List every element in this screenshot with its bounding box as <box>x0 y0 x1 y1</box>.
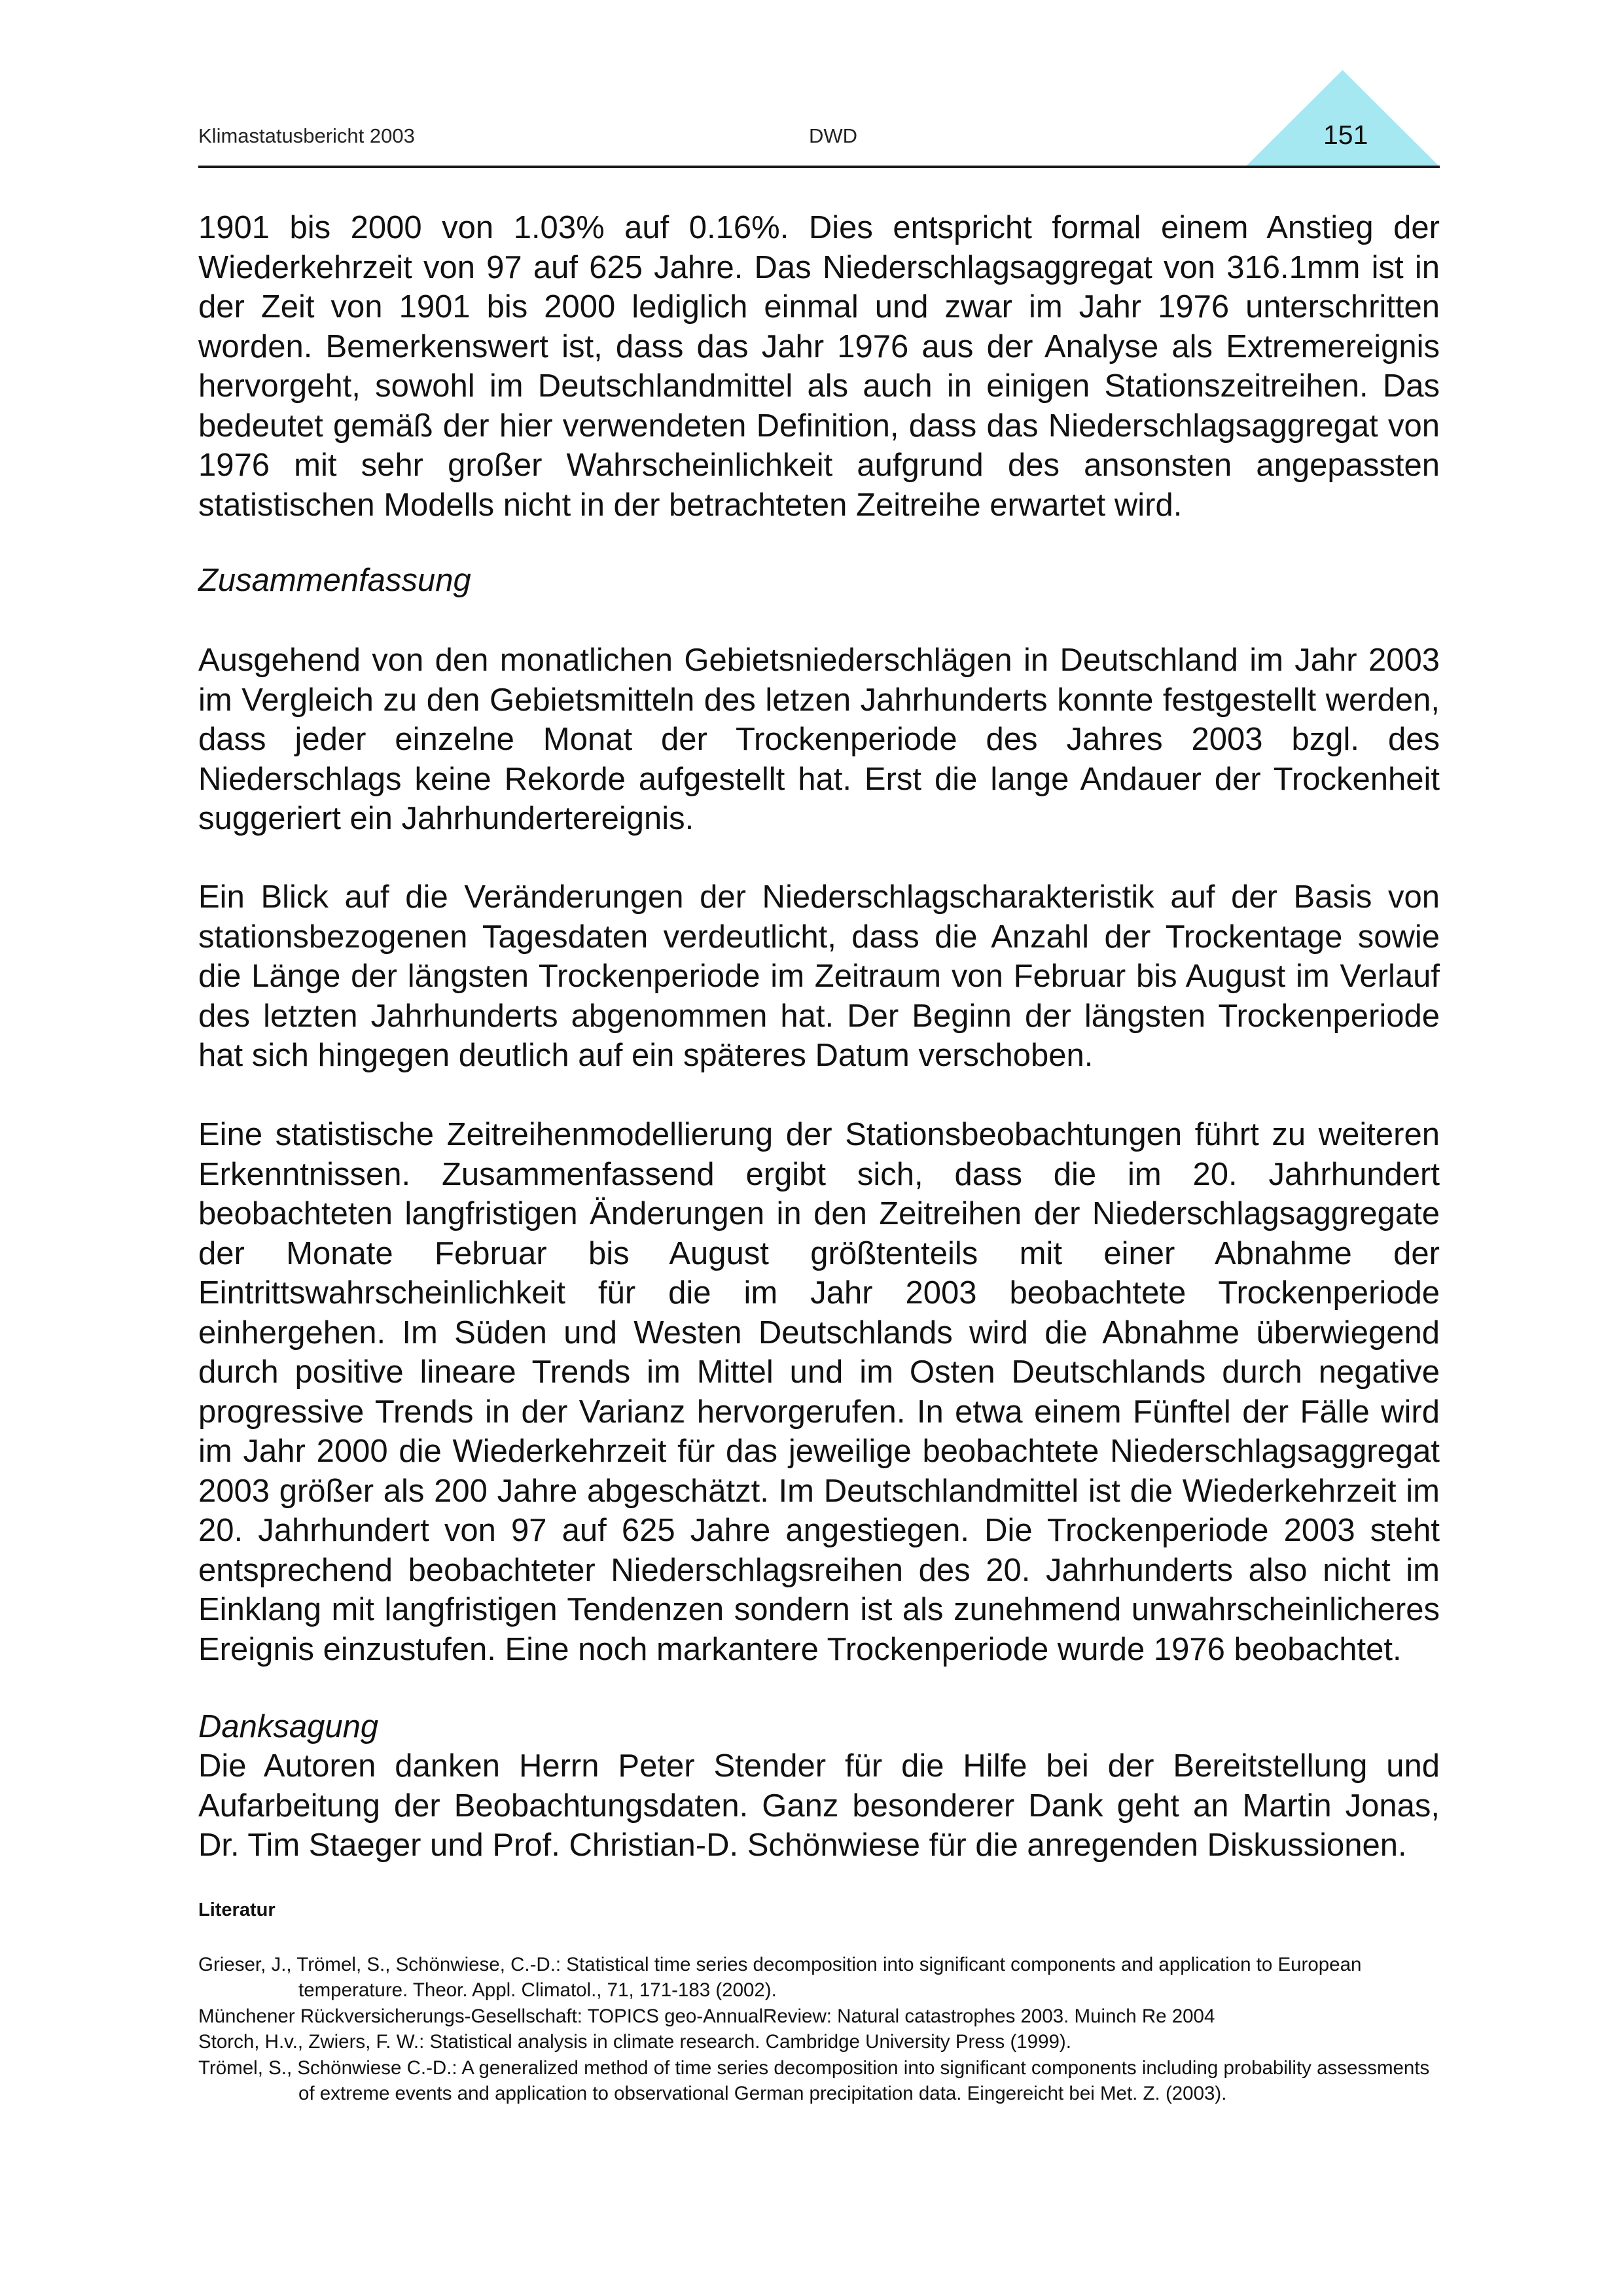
reference-item: Storch, H.v., Zwiers, F. W.: Statistical analysis in climate research. Cambridge University Press (1999). <box>198 2031 1071 2053</box>
paragraph-acknowledgements: Die Autoren danken Herrn Peter Stender für die Hilfe bei der Bereitstellung und Aufarbeitung der Beobachtungsdaten. Ganz besonderer Dank geht an Martin Jonas, Dr. Tim Staeger und Prof. Christian-D. Schönwiese für die anregenden Diskussionen. <box>198 1748 1440 1863</box>
header-divider <box>198 166 1440 168</box>
running-header-title: Klimastatusbericht 2003 <box>198 124 415 147</box>
literature-heading: Literatur <box>198 1899 276 1920</box>
paragraph-intro: 1901 bis 2000 von 1.03% auf 0.16%. Dies entspricht formal einem Anstieg der Wiederkehrzeit von 97 auf 625 Jahre. Das Niederschlagsaggregat von 316.1mm ist in der Zeit von 1901 bis 2000 lediglich einmal und zwar im Jahr 1976 unterschritten worden. Bemerkenswert ist, dass das Jahr 1976 aus der Analyse als Extremereignis hervorgeht, sowohl im Deutschlandmittel als auch in einigen Stationszeitreihen. Das bedeutet gemäß der hier verwendeten Definition, dass das Niederschlagsaggregat von 1976 mit sehr großer Wahrscheinlichkeit aufgrund des ansonsten angepassten statistischen Modells nicht in der betrachteten Zeitreihe erwartet wird. <box>198 210 1440 523</box>
page-corner-triangle <box>1245 70 1440 167</box>
reference-item: Grieser, J., Trömel, S., Schönwiese, C.-D.: Statistical time series decomposition into significant components and application to European temperature. Theor. Appl. Climatol., 71, 171-183 (2002). <box>198 1954 1362 2001</box>
triangle-shape <box>1245 70 1440 167</box>
reference-item: Trömel, S., Schönwiese C.-D.: A generalized method of time series decomposition into significant components including probability assessments of extreme events and application to observational German precipitation data. Eingereicht bei Met. Z. (2003). <box>198 2057 1430 2104</box>
page-number: 151 <box>1323 120 1368 150</box>
paragraph-summary-3: Eine statistische Zeitreihenmodellierung der Stationsbeobachtungen führt zu weiteren Erkenntnissen. Zusammenfassend ergibt sich, dass die im 20. Jahrhundert beobachteten langfristigen Änderungen in den Zeitreihen der Niederschlagsaggregate der Monate Februar bis August größtenteils mit einer Abnahme der Eintrittswahrscheinlichkeit für die im Jahr 2003 beobachtete Trockenperiode einhergehen. Im Süden und Westen Deutschlands wird die Abnahme überwiegend durch positive lineare Trends im Mittel und im Osten Deutschlands durch negative progressive Trends in der Varianz hervorgerufen. In etwa einem Fünftel der Fälle wird im Jahr 2000 die Wiederkehrzeit für das jeweilige beobachtete Niederschlagsaggregat 2003 größer als 200 Jahre abgeschätzt. Im Deutschlandmittel ist die Wiederkehrzeit im 20. Jahrhundert von 97 auf 625 Jahre angestiegen. Die Trockenperiode 2003 steht entsprechend beobachteter Niederschlagsreihen des 20. Jahrhunderts also nicht im Einklang mit langfristigen Tendenzen sondern ist als zunehmend unwahrscheinlicheres Ereignis einzustufen. Eine noch markantere Trockenperiode wurde 1976 beobachtet. <box>198 1117 1440 1667</box>
reference-item: Münchener Rückversicherungs-Gesellschaft: TOPICS geo-AnnualReview: Natural catastrophes 2003. Muinch Re 2004 <box>198 2005 1215 2027</box>
paragraph-summary-2: Ein Blick auf die Veränderungen der Niederschlagscharakteristik auf der Basis von stationsbezogenen Tagesdaten verdeutlicht, dass die Anzahl der Trockentage sowie die Länge der längsten Trockenperiode im Zeitraum von Februar bis August im Verlauf des letzten Jahrhunderts abgenommen hat. Der Beginn der längsten Trockenperiode hat sich hingegen deutlich auf ein späteres Datum verschoben. <box>198 879 1440 1073</box>
heading-summary: Zusammenfassung <box>198 563 471 598</box>
running-header-publisher: DWD <box>809 124 858 147</box>
paragraph-summary-1: Ausgehend von den monatlichen Gebietsniederschlägen in Deutschland im Jahr 2003 im Vergleich zu den Gebietsmitteln des letzen Jahrhunderts konnte festgestellt werden, dass jeder einzelne Monat der Trockenperiode des Jahres 2003 bzgl. des Niederschlags keine Rekorde aufgestellt hat. Erst die lange Andauer der Trockenheit suggeriert ein Jahrhundertereignis. <box>198 643 1440 836</box>
heading-acknowledgements: Danksagung <box>198 1709 379 1744</box>
